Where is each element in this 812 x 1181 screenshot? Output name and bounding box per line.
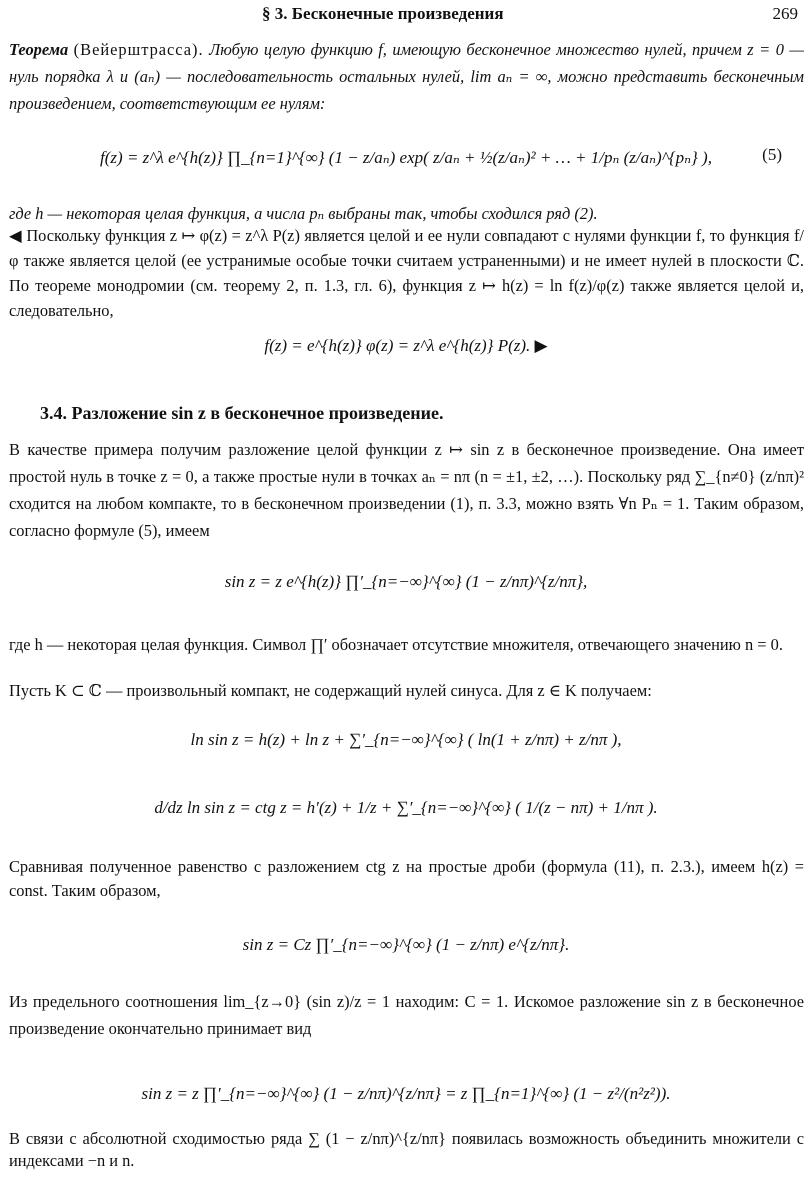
equation-final-text: sin z = z ∏′_{n=−∞}^{∞} (1 − z/nπ)^{z/nπ} = z ∏_{n=1}^{∞} (1 − z²/(n²z²)). (141, 1084, 671, 1103)
section-heading: 3.4. Разложение sin z в бесконечное произведение. (40, 403, 444, 423)
page-number: 269 (772, 4, 798, 23)
equation-ln-text: ln sin z = h(z) + ln z + ∑′_{n=−∞}^{∞} ( ln(1 + z/nπ) + z/nπ ), (190, 730, 622, 749)
equation-sin-1-text: sin z = z e^{h(z)} ∏′_{n=−∞}^{∞} (1 − z/nπ)^{z/nπ}, (224, 572, 588, 591)
paragraph-2: где h — некоторая целая функция. Символ ∏′ обозначает отсутствие множителя, отвечающего значению n = 0. (9, 635, 783, 654)
equation-5-number: (5) (762, 145, 782, 164)
running-title: § 3. Бесконечные произведения (262, 4, 504, 23)
theorem-name: (Вейерштрасса). (73, 40, 204, 59)
paragraph-3: Пусть K ⊂ ℂ — произвольный компакт, не содержащий нулей синуса. Для z ∈ K получаем: (9, 681, 652, 700)
equation-C (0, 935, 812, 955)
theorem-label: Теорема (9, 40, 69, 59)
proof-equation-text: f(z) = e^{h(z)} φ(z) = z^λ e^{h(z)} P(z). ▶ (264, 336, 548, 355)
equation-5-text: f(z) = z^λ e^{h(z)} ∏_{n=1}^{∞} (1 − z/aₙ) exp( z/aₙ + ½(z/aₙ)² + … + 1/pₙ (z/aₙ)^{pₙ} ), (100, 148, 712, 167)
equation-sin-1 (0, 572, 812, 592)
paragraph-1: В качестве примера получим разложение целой функции z ↦ sin z в бесконечное произведение. Она имеет простой нуль в точке z = 0, а также простые нули в точках aₙ = nπ (n = ±1, ±2, …). Поскольку ряд ∑_{n≠0} (z/nπ)² сходится на любом компакте, то в бесконечном произведении (1), п. 3.3, можно взять ∀n Pₙ = 1. Таким образом, согласно формуле (5), имеем (9, 440, 804, 540)
theorem-text: Любую целую функцию f, имеющую бесконечное множество нулей, причем z = 0 — нуль порядка λ и (aₙ) — последовательность остальных нулей, lim aₙ = ∞, можно представить бесконечным произведением, соответствующим ее нулям: (9, 40, 804, 113)
theorem-statement (9, 36, 804, 117)
equation-ctg (0, 798, 812, 818)
paragraph-5: Из предельного соотношения lim_{z→0} (sin z)/z = 1 находим: C = 1. Искомое разложение sin z в бесконечное произведение окончательно принимает вид (9, 992, 804, 1038)
equation-5 (0, 128, 812, 188)
paragraph-4: Сравнивая полученное равенство с разложением ctg z на простые дроби (формула (11), п. 2.3.), имеем h(z) = const. Таким образом, (9, 857, 804, 900)
running-header (0, 4, 812, 26)
equation-C-text: sin z = Cz ∏′_{n=−∞}^{∞} (1 − z/nπ) e^{z/nπ}. (242, 935, 570, 954)
equation-final (0, 1084, 812, 1104)
equation-ctg-text: d/dz ln sin z = ctg z = h′(z) + 1/z + ∑′_{n=−∞}^{∞} ( 1/(z − nπ) + 1/nπ ). (154, 798, 658, 817)
equation-ln (0, 730, 812, 750)
paragraph-6: В связи с абсолютной сходимостью ряда ∑ (1 − z/nπ)^{z/nπ} появилась возможность объединить множители с индексами −n и n. (9, 1129, 804, 1170)
proof-equation (0, 336, 812, 356)
proof-text: ◀ Поскольку функция z ↦ φ(z) = z^λ P(z) является целой и ее нули совпадают с нулями функции f, то функция f/φ также является целой (ее устранимые особые точки считаем устраненными) и не имеет нулей в плоскости ℂ. По теореме монодромии (см. теорему 2, п. 1.3, гл. 6), функция z ↦ h(z) = ln f(z)/φ(z) также является целой и, следовательно, (9, 226, 804, 320)
weierstrass-note: где h — некоторая целая функция, а числа pₙ выбраны так, чтобы сходился ряд (2). (9, 204, 598, 223)
